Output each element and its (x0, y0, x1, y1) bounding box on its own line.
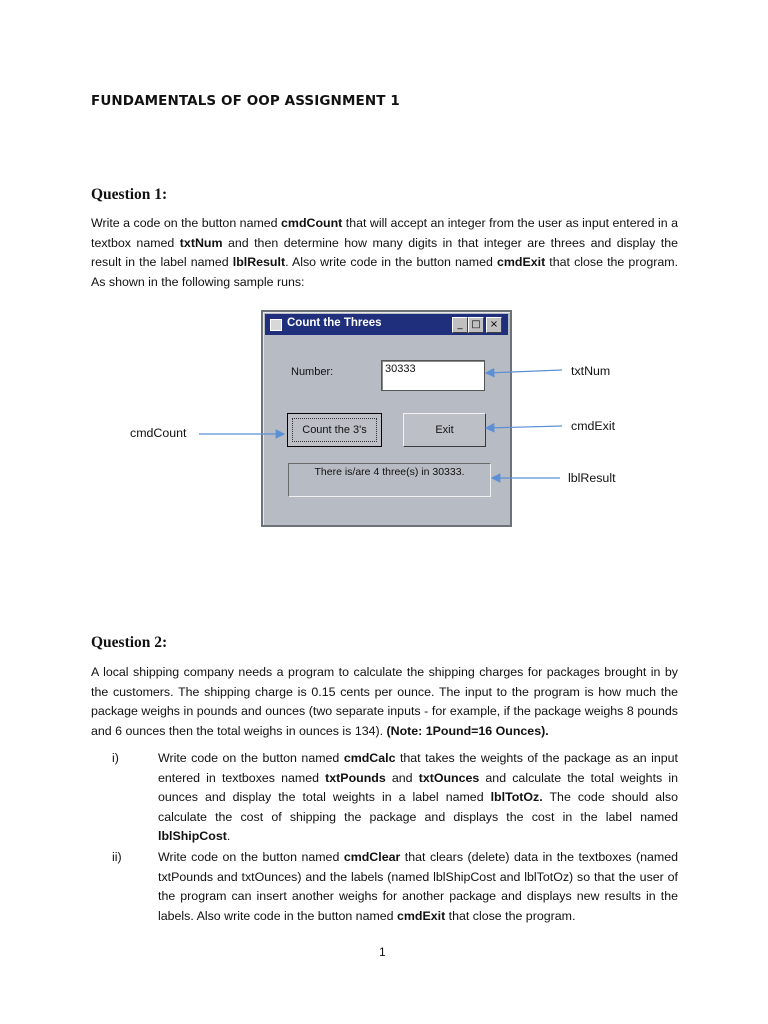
question-2-intro: A local shipping company needs a program to calculate the shipping charges for packages brought in by the customers. The shipping charge is 0.15 cents per ounce. The input to the program is how much the package weighs in pounds and ounces (two separate inputs - for example, if the package weighs 8 pounds and 6 ounces then the total weighs in ounces is 134). (Note: 1Pound=16 Ounces). (91, 665, 678, 738)
page-number: 1 (379, 945, 386, 959)
item-2-number: ii) (112, 850, 122, 864)
callout-txtnum: txtNum (571, 364, 611, 378)
callout-lblresult: lblResult (568, 471, 616, 485)
document-title: FUNDAMENTALS OF OOP ASSIGNMENT 1 (91, 93, 400, 109)
question-1-text: Write a code on the button named cmdCount that will accept an integer from the user as input entered in a textbox named txtNum and then determine how many digits in that integer are threes and display the result in the label named lblResult. Also write code in the button named cmdExit that close the program. As shown in the following sample runs: (91, 216, 679, 289)
number-input[interactable]: 30333 (381, 360, 485, 391)
question-1-heading: Question 1: (91, 186, 168, 203)
number-label: Number: (291, 366, 334, 378)
minimize-icon[interactable]: _ (452, 317, 468, 333)
focus-rectangle (292, 418, 377, 442)
close-icon[interactable]: × (486, 317, 502, 333)
exit-button[interactable] (403, 413, 486, 447)
exit-button-label: Exit (435, 424, 454, 436)
callout-cmdexit: cmdExit (571, 419, 616, 433)
window-titlebar (265, 314, 508, 335)
question-2-heading: Question 2: (91, 634, 168, 651)
item-2-text: Write code on the button named cmdClear that clears (delete) data in the textboxes (named txtPounds and txtOunces) and the labels (named lblShipCost and lblTotOz) so that the user of the program can insert another weighs for another package and displays new results in the labels. Also write code in the button named cmdExit that close the program. (158, 850, 678, 923)
app-icon (270, 319, 282, 331)
sample-run-window (261, 310, 512, 527)
count-threes-button[interactable] (287, 413, 382, 447)
result-label: There is/are 4 three(s) in 30333. (288, 463, 491, 497)
window-title: Count the Threes (287, 317, 382, 329)
item-1-text: Write code on the button named cmdCalc that takes the weights of the package as an input entered in textboxes named txtPounds and txtOunces and calculate the total weights in ounces and display the total weights in a label named lblTotOz. The code should also calculate the cost of shipping the package and displays the cost in the label named lblShipCost. (158, 751, 678, 843)
callout-cmdcount: cmdCount (130, 426, 187, 440)
maximize-icon[interactable]: □ (468, 317, 484, 333)
item-1-number: i) (112, 751, 119, 765)
count-threes-label: Count the 3's (302, 424, 367, 436)
